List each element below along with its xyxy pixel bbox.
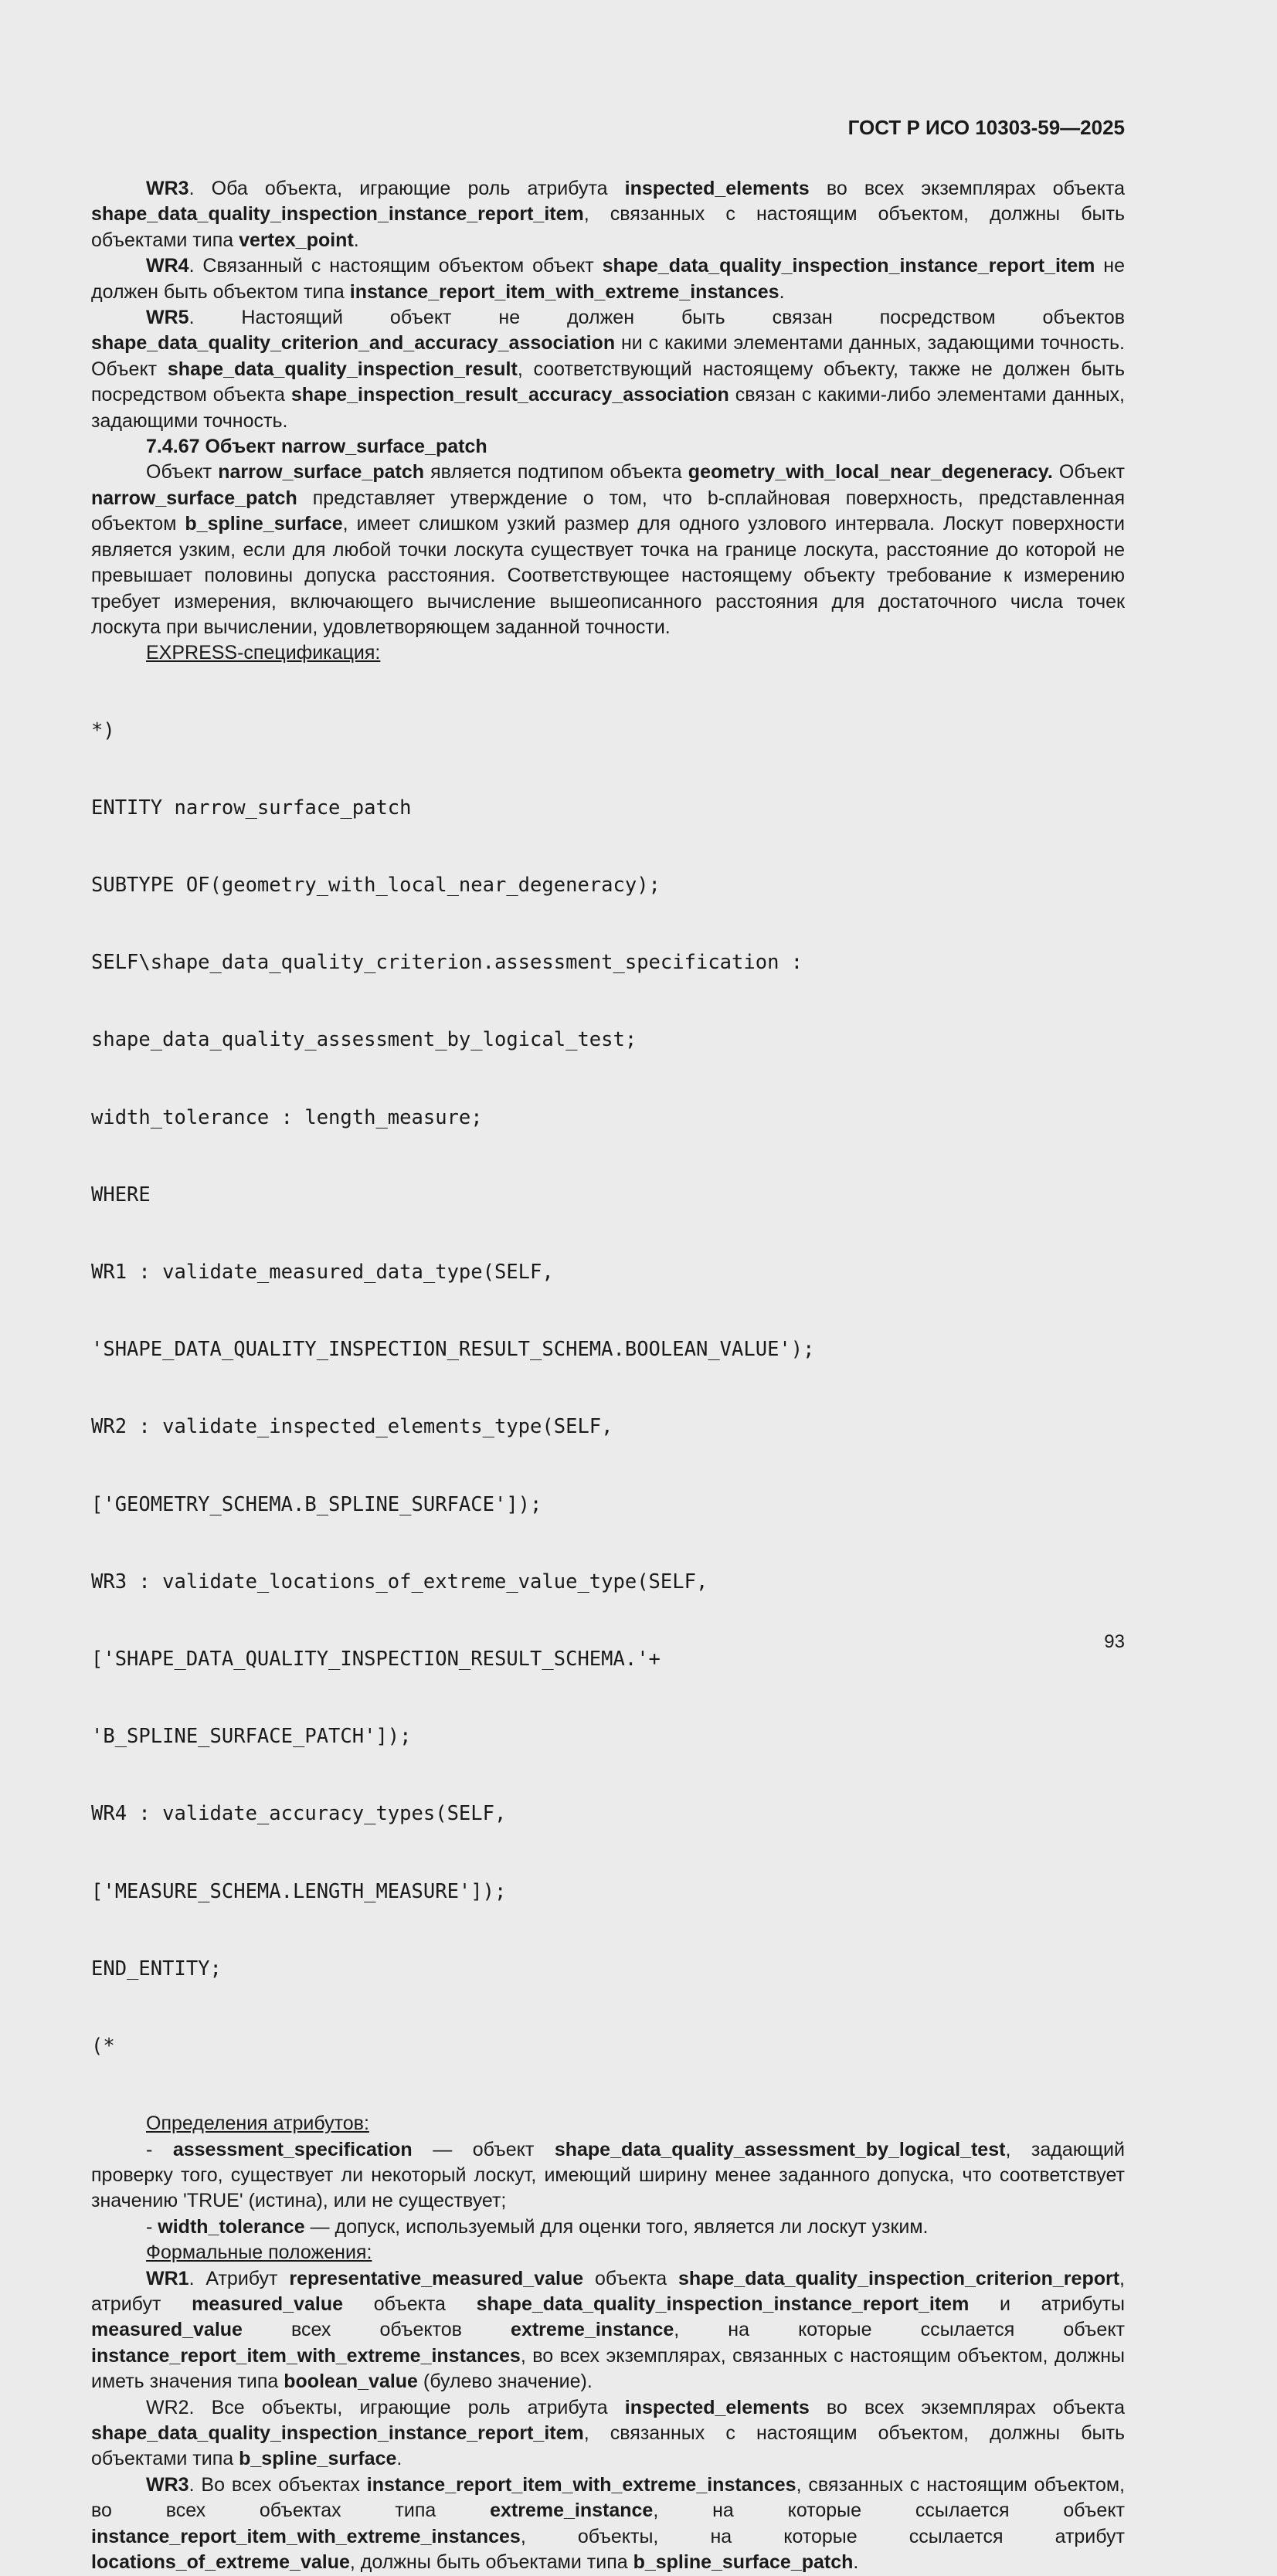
code-line: ['MEASURE_SCHEMA.LENGTH_MEASURE']);: [91, 1879, 507, 1903]
attribute-assessment-specification: - assessment_specification — объект shape_data_quality_assessment_by_logical_test, задающий проверку того, существует ли некоторый лоскут, имеющий ширину менее заданного допуска, что соответствует значению 'TRUE' (истина), или не существует;: [91, 2138, 1125, 2212]
attribute-width-tolerance: - width_tolerance — допуск, используемый для оценки того, является ли лоскут узким.: [146, 2215, 929, 2238]
express-code-block: [91, 667, 1125, 2111]
express-label: EXPRESS-спецификация:: [146, 642, 381, 664]
wr3-top-paragraph: WR3. Оба объекта, играющие роль атрибута inspected_elements во всех экземплярах объекта shape_data_quality_inspection_instance_report_item, связанных с настоящим объектом, должны быть объектами типа vertex_point.: [91, 178, 1125, 251]
code-line: ['SHAPE_DATA_QUALITY_INSPECTION_RESULT_SCHEMA.'+: [91, 1647, 661, 1671]
code-line: WR1 : validate_measured_data_type(SELF,: [91, 1260, 554, 1284]
code-line: SUBTYPE OF(geometry_with_local_near_degeneracy);: [91, 873, 661, 897]
formal-wr3-paragraph: WR3. Во всех объектах instance_report_item_with_extreme_instances, связанных с настоящим объектом, во всех объектах типа extreme_instance, на которые ссылается объект instance_report_item_with_extreme_instances, объекты, на которые ссылается атрибут locations_of_extreme_value, должны быть объектами типа b_spline_surface_patch.: [91, 2473, 1125, 2574]
page-number: 93: [1104, 1631, 1125, 1652]
code-line: 'B_SPLINE_SURFACE_PATCH']);: [91, 1725, 412, 1749]
intro-paragraph: Объект narrow_surface_patch является подтипом объекта geometry_with_local_near_degeneracy. Объект narrow_surface_patch представляет утверждение о том, что b-сплайновая поверхность, представленная объектом b_spline_surface, имеет слишком узкий размер для одного узлового интервала. Лоскут поверхности является узким, если для любой точки лоскута существует точка на границе лоскута, расстояние до которой не превышает половины допуска расстояния. Соответствующее настоящему объекту требование к измерению требует измерения, включающего вычисление вышеописанного расстояния для достаточного числа точек лоскута при вычислении, удовлетворяющем заданной точности.: [91, 461, 1126, 638]
code-line: WHERE: [91, 1183, 151, 1207]
code-line: ENTITY narrow_surface_patch: [91, 796, 412, 820]
code-line: (*: [91, 2034, 115, 2058]
code-line: ['GEOMETRY_SCHEMA.B_SPLINE_SURFACE']);: [91, 1492, 542, 1516]
formal-wr2-paragraph: WR2. Все объекты, играющие роль атрибута inspected_elements во всех экземплярах объекта shape_data_quality_inspection_instance_report_item, связанных с настоящим объектом, должны быть объектами типа b_spline_surface.: [91, 2396, 1125, 2470]
page-body: [91, 176, 1125, 2576]
section-heading: 7.4.67 Объект narrow_surface_patch: [146, 436, 487, 458]
standard-header: ГОСТ Р ИСО 10303-59—2025: [847, 116, 1125, 139]
attributes-label: Определения атрибутов:: [146, 2113, 369, 2135]
code-line: width_tolerance : length_measure;: [91, 1105, 483, 1129]
wr4-paragraph: WR4. Связанный с настоящим объектом объект shape_data_quality_inspection_instance_report_item не должен быть объектом типа instance_report_item_with_extreme_instances.: [91, 255, 1125, 303]
formal-wr1-paragraph: WR1. Атрибут representative_measured_value объекта shape_data_quality_inspection_criterion_report, атрибут measured_value объекта shape_data_quality_inspection_instance_report_item и атрибуты measured_value всех объектов extreme_instance, на которые ссылается объект instance_report_item_with_extreme_instances, во всех экземплярах, связанных с настоящим объектом, должны иметь значения типа boolean_value (булево значение).: [91, 2267, 1126, 2393]
wr5-paragraph: WR5. Настоящий объект не должен быть связан посредством объектов shape_data_quality_criterion_and_accuracy_association ни с какими элементами данных, задающими точность. Объект shape_data_quality_inspection_result, соответствующий настоящему объекту, также не должен быть посредством объекта shape_inspection_result_accuracy_association связан с какими-либо элементами данных, задающими точность.: [91, 307, 1126, 432]
code-line: SELF\shape_data_quality_criterion.assessment_specification :: [91, 951, 803, 975]
code-line: WR3 : validate_locations_of_extreme_value_type(SELF,: [91, 1570, 708, 1593]
code-line: 'SHAPE_DATA_QUALITY_INSPECTION_RESULT_SCHEMA.BOOLEAN_VALUE');: [91, 1338, 815, 1362]
code-line: shape_data_quality_assessment_by_logical_test;: [91, 1028, 637, 1052]
code-line: END_ENTITY;: [91, 1957, 222, 1980]
code-line: WR2 : validate_inspected_elements_type(SELF,: [91, 1415, 613, 1439]
formal-label: Формальные положения:: [146, 2242, 372, 2264]
code-line: *): [91, 718, 115, 742]
code-line: WR4 : validate_accuracy_types(SELF,: [91, 1802, 507, 1826]
